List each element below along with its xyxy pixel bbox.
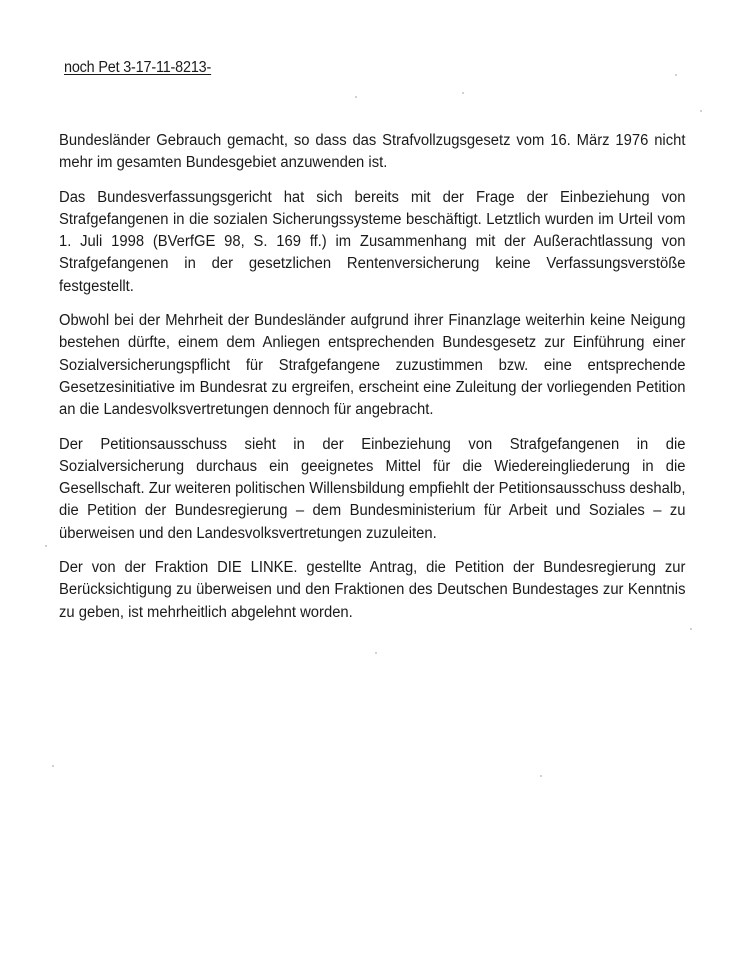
scan-speck: [690, 628, 692, 630]
paragraph-petitionsausschuss-empfehlung: Der Petitionsausschuss sieht in der Einbeziehung von Strafgefangenen in die Sozialversicherung durchaus ein geeignetes Mittel für die Wiedereingliederung in die Gesellschaft. Zur weiteren politischen Willensbildung empfiehlt der Petitionsausschuss deshalb, die Petition der Bundesregierung – dem Bundesministerium für Arbeit und Soziales – zu überweisen und den Landesvolksvertretungen zuzuleiten.: [59, 435, 686, 542]
scan-speck: [675, 74, 677, 76]
paragraph-antrag-die-linke: Der von der Fraktion DIE LINKE. gestellte Antrag, die Petition der Bundesregierung zur Berücksichtigung zu überweisen und den Fraktionen des Deutschen Bundestages zur Kenntnis zu geben, ist mehrheitlich abgelehnt worden.: [59, 559, 686, 621]
scan-speck: [540, 775, 542, 777]
paragraph-strafvollzugsgesetz: Bundesländer Gebrauch gemacht, so dass das Strafvollzugsgesetz vom 16. März 1976 nicht mehr im gesamten Bundesgebiet anzuwenden ist.: [59, 132, 686, 172]
document-body: [59, 130, 685, 636]
scan-speck: [375, 652, 377, 654]
paragraph-bundesverfassungsgericht: Das Bundesverfassungsgericht hat sich bereits mit der Frage der Einbeziehung von Strafgefangenen in die sozialen Sicherungssysteme beschäftigt. Letztlich wurden im Urteil vom 1. Juli 1998 (BVerfGE 98, S. 169 ff.) im Zusammenhang mit der Außerachtlassung von Strafgefangenen in der gesetzlichen Rentenversicherung keine Verfassungsverstöße festgestellt.: [59, 188, 686, 295]
petition-reference: noch Pet 3-17-11-8213-: [64, 59, 212, 76]
scan-speck: [462, 92, 464, 94]
scan-speck: [52, 765, 54, 767]
scan-speck: [45, 545, 47, 547]
scan-speck: [355, 96, 357, 98]
scan-speck: [700, 110, 702, 112]
paragraph-finanzlage: Obwohl bei der Mehrheit der Bundesländer aufgrund ihrer Finanzlage weiterhin keine Neigung bestehen dürfte, einem dem Anliegen entsprechenden Bundesgesetz zur Einführung einer Sozialversicherungspflicht für Strafgefangene zuzustimmen bzw. eine entsprechende Gesetzesinitiative im Bundesrat zu ergreifen, erscheint eine Zuleitung der vorliegenden Petition an die Landesvolksvertretungen dennoch für angebracht.: [59, 312, 686, 419]
